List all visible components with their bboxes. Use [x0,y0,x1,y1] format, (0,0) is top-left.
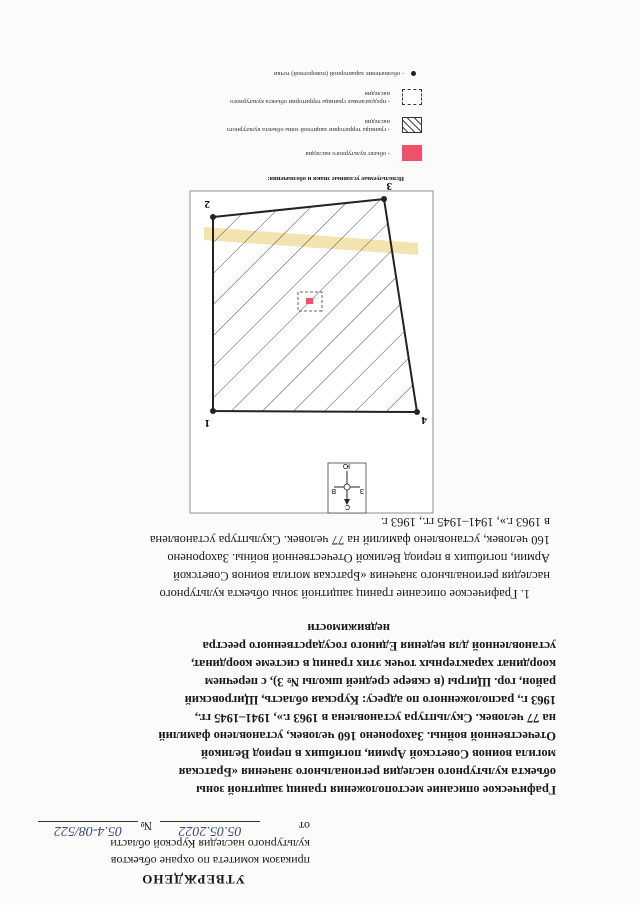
section1-line-2: наследия регионального значения «Братская могила воинов Советской [173,569,550,583]
legend-swatch-territory [402,89,422,105]
heading-line-8: координат характерных точек этих границ в системе координат, [191,657,556,671]
heritage-object-marker [306,298,313,304]
approval-number-prefix: № [140,819,152,833]
vertex-3 [381,196,387,202]
section1-line-5: в 1963 г.», 1941–1945 гг., 1963 г. [380,515,550,529]
vertex-label-2: 2 [204,198,210,210]
heading-line-1: Графическое описание местоположения границ защитной зоны [196,783,556,797]
compass-east: В [331,487,336,494]
vertex-label-1: 1 [204,417,210,429]
legend-item-object: - объект культурного наследия [305,150,390,157]
vertex-2 [210,214,216,220]
legend-swatch-zone [402,117,422,133]
approval-line-1: приказом комитета по охране объектов [110,854,310,868]
heading-line-6: 1963 г., расположенного по адресу: Курская область, Щигровский [184,693,556,707]
heading-line-4: Отечественной войны. Захоронено 160 человек, установлено фамилий [158,729,556,743]
legend-item-territory: - предлагаемые границы территории объекта культурного наследия [230,90,390,105]
heading-line-5: на 77 человек. Скульптура установлена в 1963 г.», 1941–1945 гг., [194,711,556,725]
heading-line-9: установленной для ведения Единого государственного реестра [202,639,556,653]
legend-point-icon [411,71,416,76]
approval-line-2: культурного наследия Курской области [110,837,310,851]
heading-line-3: могила воинов Советской Армии, погибших в период Великой [200,747,556,761]
vertex-label-4: 4 [421,414,427,426]
legend-item-point: - обозначение характерной (поворотной) точки [273,70,404,77]
approval-number: 05.4-08/522 [38,821,138,838]
compass-south: Ю [342,462,350,469]
heading-line-7: район, гор. Щигры (в сквере средней школы № 3), с перечнем [204,675,556,689]
legend-item-zone: - границы территории защитной зоны объекта культурного наследия [226,118,390,133]
section1-line-4: 160 человек, установлено фамилий на 77 человек. Скульптура установлена [149,533,550,547]
approval-title: УТВЕРЖДЕНО [141,872,245,887]
approval-date: 05.05.2022 [160,821,260,838]
heading-line-10: недвижимости [307,621,390,635]
legend-swatch-object [402,145,422,161]
compass-north: С [344,503,350,510]
compass-west: З [359,487,364,494]
approval-date-prefix: от [298,819,310,833]
vertex-4 [414,409,420,415]
compass-rose-icon [328,462,366,513]
section1-line-3: Армии, погибших в период Великой Отечественной войны. Захоронено [167,551,550,565]
protection-zone-polygon [213,199,417,412]
vertex-1 [210,408,216,414]
section1-line-1: 1. Графическое описание границ защитной зоны объекта культурного [159,587,530,601]
vertex-label-3: 3 [386,180,392,192]
heading-line-2: объекта культурного наследия регионального значения «Братская [178,765,556,779]
legend-title: Используемые условные знаки и обозначения: [267,175,404,182]
